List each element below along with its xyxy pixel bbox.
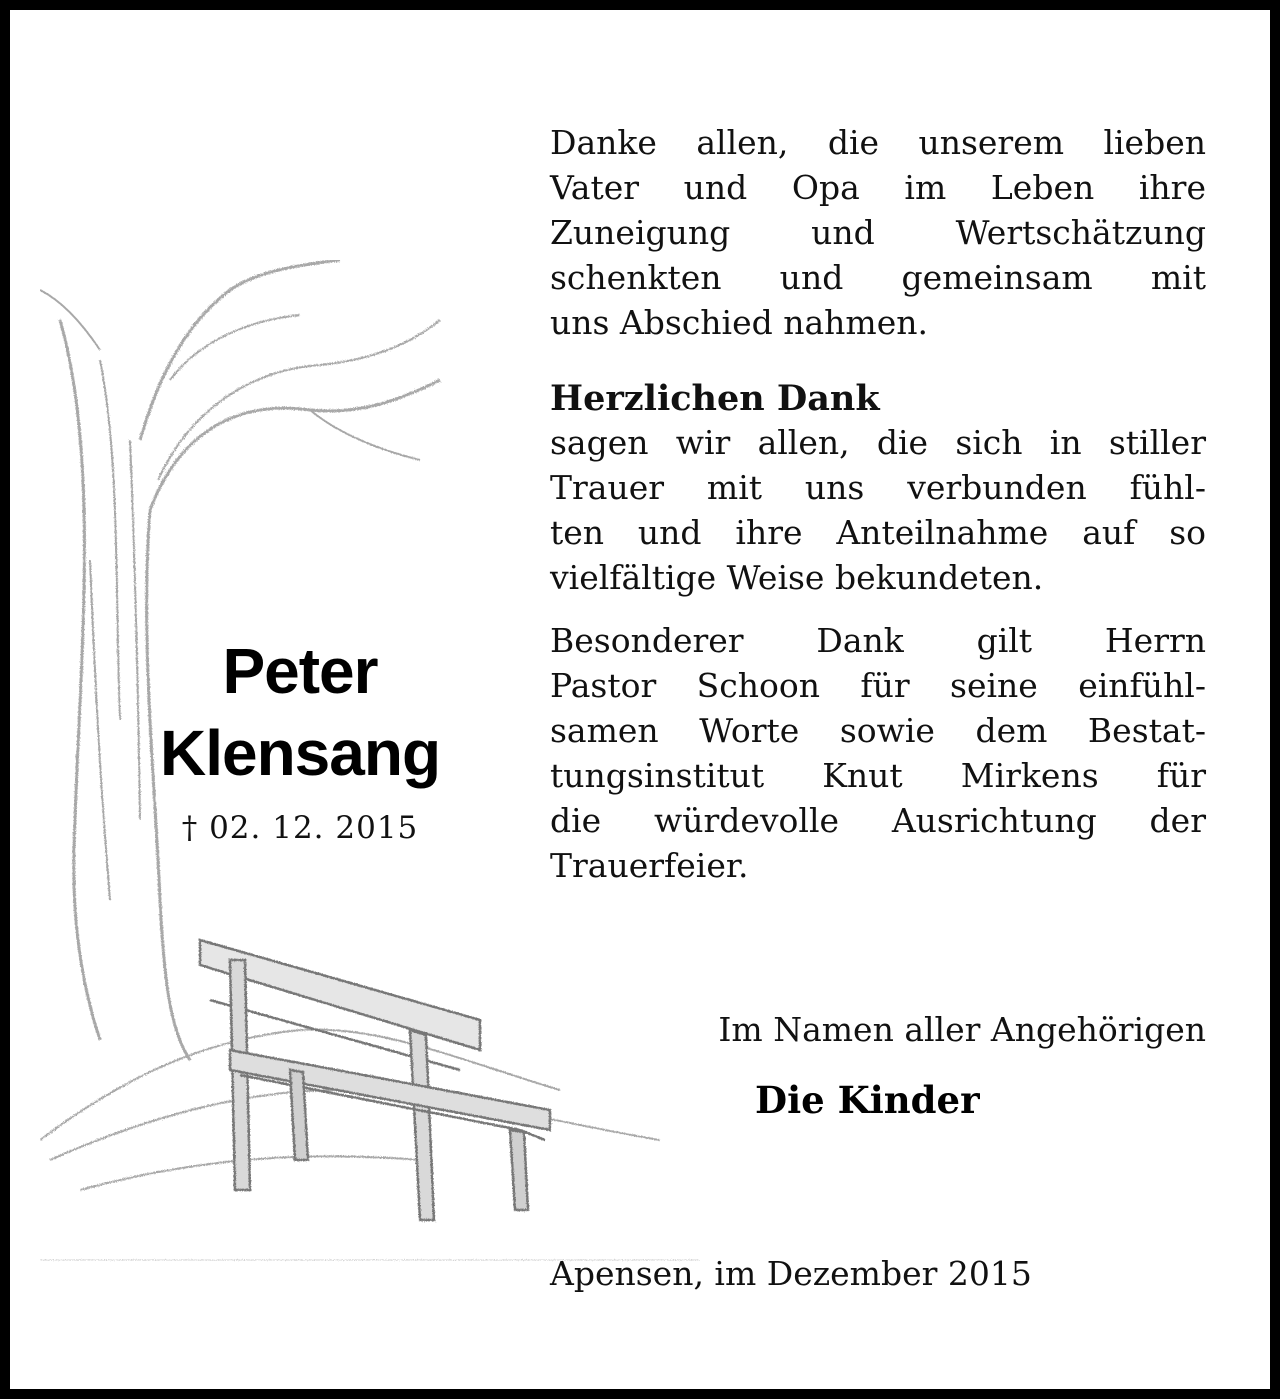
- deceased-last-name: Klensang: [159, 717, 441, 789]
- paragraph-special-thanks: [550, 618, 1206, 888]
- text-line: vielfältige Weise bekundeten.: [550, 558, 1044, 597]
- text-line: Zuneigung und Wertschätzung: [550, 213, 1206, 252]
- deceased-name: [110, 630, 490, 794]
- heading-herzlichen-dank: Herzlichen Dank: [550, 378, 880, 419]
- text-line: Vater und Opa im Leben ihre: [550, 168, 1206, 207]
- closing-line: Im Namen aller Angehörigen: [718, 1010, 1206, 1049]
- text-line: samen Worte sowie dem Bestat-: [550, 711, 1206, 750]
- text-line: schenkten und gemeinsam mit: [550, 258, 1206, 297]
- text-line: ten und ihre Anteilnahme auf so: [550, 513, 1206, 552]
- text-line: Danke allen, die unserem lieben: [550, 123, 1206, 162]
- text-line: Trauerfeier.: [550, 846, 749, 885]
- bench-drawing: [200, 940, 550, 1220]
- text-line: Pastor Schoon für seine einfühl-: [550, 666, 1206, 705]
- signature: Die Kinder: [755, 1078, 980, 1122]
- text-line: tungsinstitut Knut Mirkens für: [550, 756, 1206, 795]
- text-line: die würdevolle Ausrichtung der: [550, 801, 1206, 840]
- place-and-date: Apensen, im Dezember 2015: [550, 1254, 1032, 1293]
- text-line: Besonderer Dank gilt Herrn: [550, 621, 1206, 660]
- death-date: † 02. 12. 2015: [181, 810, 419, 846]
- text-line: sagen wir allen, die sich in stiller: [550, 423, 1206, 462]
- paragraph-condolences: [550, 420, 1206, 600]
- text-line: Trauer mit uns verbunden fühl-: [550, 468, 1206, 507]
- text-line: uns Abschied nahmen.: [550, 303, 929, 342]
- deceased-first-name: Peter: [222, 635, 378, 707]
- paragraph-thanks: [550, 120, 1206, 345]
